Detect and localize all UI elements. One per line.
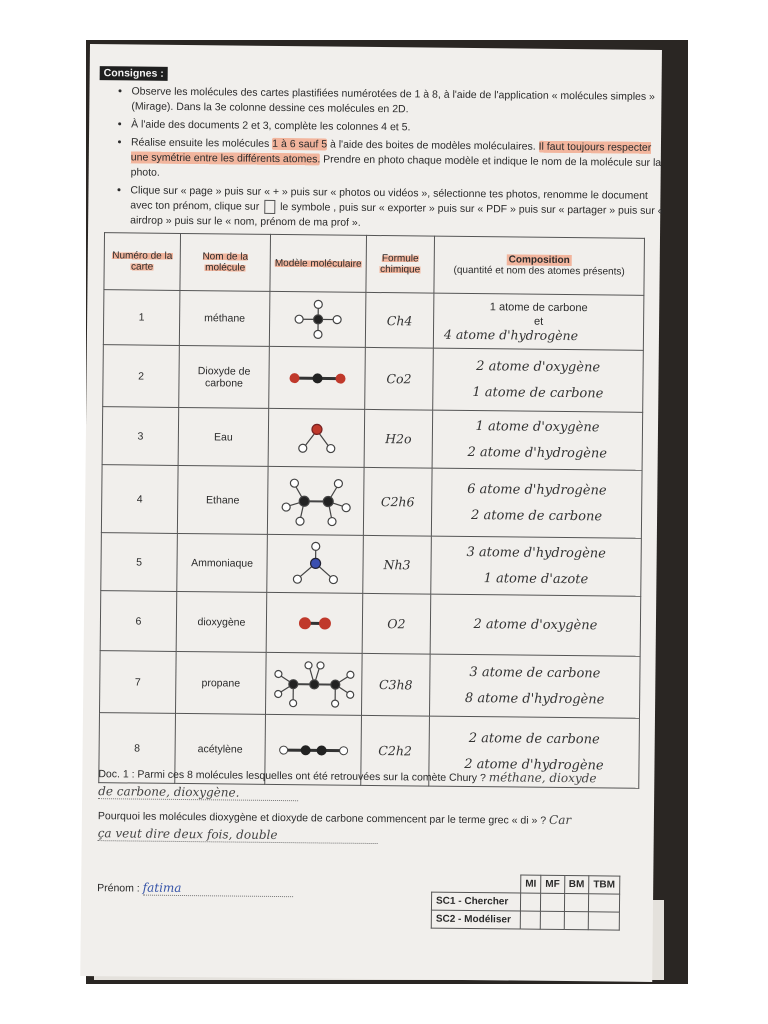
composition-line-2: 2 atome d'hydrogène <box>464 756 604 773</box>
prenom-value: fatima <box>143 881 293 898</box>
row-nom: Dioxyde de carbone <box>179 345 270 408</box>
eval-cell[interactable] <box>520 911 540 929</box>
eval-cell[interactable] <box>564 894 589 912</box>
composition-line-2: 1 atome d'azote <box>483 570 589 587</box>
instruction-3-highlight-2: Il faut toujours respecter une symétrie entre les différents atomes. <box>130 140 652 166</box>
row-nom: méthane <box>179 290 270 346</box>
eval-cell[interactable] <box>564 912 589 930</box>
eval-cell[interactable] <box>588 912 619 930</box>
row-formule: C3h8 <box>361 653 430 716</box>
row-num: 7 <box>99 651 176 714</box>
row-formule: C2h2 <box>361 715 430 786</box>
q2-answer-line <box>98 826 638 847</box>
eval-cell[interactable] <box>520 893 540 911</box>
eval-col-mf: MF <box>541 875 565 893</box>
row-composition <box>429 654 640 718</box>
share-icon <box>264 200 275 214</box>
instruction-2: • À l'aide des documents 2 et 3, complète les colonnes 4 et 5. <box>131 117 665 138</box>
row-nom: Eau <box>178 407 269 466</box>
table-row <box>101 533 642 597</box>
propane-model-drawing <box>265 652 362 715</box>
row-composition <box>433 293 644 350</box>
header-formule: Formule chimique <box>366 235 435 293</box>
row-num: 5 <box>101 533 178 592</box>
row-num: 4 <box>101 465 178 534</box>
row-nom: propane <box>175 651 266 714</box>
instruction-4-text-b: le symbole , puis sur « exporter » puis sur « PDF » puis sur « partager » puis sur « airdrop » puis sur le « nom, prénom de ma prof ». <box>130 201 664 229</box>
row-composition <box>432 410 643 470</box>
row-num: 1 <box>103 290 180 346</box>
composition-line-2: et <box>533 315 544 328</box>
doc1-answer-a: méthane, dioxyde <box>488 770 597 786</box>
composition-line-2: 2 atome de carbone <box>471 507 603 524</box>
row-formule: O2 <box>362 593 431 654</box>
molecule-table <box>98 232 645 789</box>
eval-corner <box>432 874 521 893</box>
row-num: 6 <box>100 591 177 652</box>
composition-line-1: 3 atome d'hydrogène <box>466 544 606 561</box>
instruction-3-text-c: Prendre en photo chaque modèle et indique le nom de la molécule sur la photo. <box>130 153 662 179</box>
composition-subtitle: (quantité et nom des atomes présents) <box>453 264 625 278</box>
row-formule: Co2 <box>365 347 434 410</box>
q2-answer-a: Car <box>549 812 572 828</box>
row-formule: C2h6 <box>363 467 432 536</box>
table-header-row <box>104 233 645 296</box>
header-nom: Nom de la molécule <box>180 233 271 291</box>
row-formule: H2o <box>364 409 433 468</box>
prenom-label: Prénom : <box>97 882 140 895</box>
row-composition <box>431 536 642 596</box>
co2-model-drawing <box>269 346 366 409</box>
composition-line-1: 1 atome d'oxygène <box>475 418 600 435</box>
eval-cell[interactable] <box>589 894 620 912</box>
row-composition <box>433 348 644 412</box>
eval-row <box>431 910 619 930</box>
row-composition <box>431 468 642 538</box>
table-row <box>99 651 640 719</box>
composition-line-1: 2 atome d'oxygène <box>476 358 601 375</box>
eval-col-mi: MI <box>521 875 541 893</box>
eval-header-row <box>432 874 620 894</box>
row-num: 3 <box>102 407 179 466</box>
header-num: Numéro de la carte <box>104 233 181 291</box>
eval-row <box>431 892 619 912</box>
table-row <box>103 290 644 351</box>
row-composition <box>430 594 641 656</box>
table-row <box>101 465 642 539</box>
composition-line-1: 2 atome d'oxygène <box>473 616 598 633</box>
instruction-4 <box>130 183 664 234</box>
consignes-title: Consignes : <box>100 66 168 81</box>
header-composition <box>434 236 645 295</box>
composition-line-1: 3 atome de carbone <box>469 664 601 681</box>
row-formule: Ch4 <box>365 292 434 348</box>
eval-col-bm: BM <box>564 876 589 894</box>
doc1-answer-b: de carbone, dioxygène. <box>98 784 298 801</box>
instruction-3-text-a: Réalise ensuite les molécules <box>130 136 273 150</box>
q2-question: Pourquoi les molécules dioxygène et dioxyde de carbone commencent par le terme grec « di » ? <box>97 810 547 827</box>
table-row <box>103 345 644 413</box>
composition-line-2: 8 atome d'hydrogène <box>464 690 605 707</box>
header-modele: Modèle moléculaire <box>270 234 367 292</box>
dioxygen-model-drawing <box>266 592 363 653</box>
row-num: 2 <box>103 345 180 408</box>
doc1-question: Doc. 1 : Parmi ces 8 molécules lesquelles ont été retrouvées sur la comète Chury ? <box>98 768 486 785</box>
ethane-model-drawing <box>267 466 364 535</box>
instruction-1: • Observe les molécules des cartes plastifiées numérotées de 1 à 8, à l'aide de l'application « molécules simples » (Mirage). Dans la 3e colonne dessine ces molécules en 2D. <box>131 84 665 120</box>
composition-line-1: 1 atome de carbone <box>489 301 588 315</box>
eval-cell[interactable] <box>540 911 564 929</box>
row-nom: Ammoniaque <box>177 533 268 592</box>
ammonia-model-drawing <box>267 534 364 593</box>
eval-row-label: SC1 - Chercher <box>431 892 520 911</box>
composition-line-1: 2 atome de carbone <box>468 730 600 747</box>
eval-row-label: SC2 - Modéliser <box>431 910 520 929</box>
row-num: 8 <box>99 713 176 784</box>
worksheet-page <box>80 44 662 982</box>
evaluation-grid <box>431 874 620 931</box>
eval-cell[interactable] <box>541 893 565 911</box>
composition-line-2: 2 atome d'hydrogène <box>467 444 608 461</box>
row-nom: acétylène <box>175 713 266 784</box>
instructions-list <box>116 84 666 237</box>
composition-line-2: 1 atome de carbone <box>472 384 604 401</box>
instruction-4-text-a: Clique sur « page » puis sur « + » puis sur « photos ou vidéos », sélectionne tes photos, renomme le document avec ton prénom, clique sur <box>130 184 648 213</box>
table-row <box>100 591 641 657</box>
instruction-3 <box>131 135 665 186</box>
composition-line-1: 6 atome d'hydrogène <box>467 481 607 498</box>
row-nom: dioxygène <box>176 591 267 652</box>
instruction-3-text-b: à l'aide des boites de modèles moléculaires. <box>327 138 539 153</box>
composition-title: Composition <box>508 254 570 267</box>
methane-model-drawing <box>269 291 366 347</box>
water-model-drawing <box>268 408 365 467</box>
table-row <box>102 407 643 471</box>
row-nom: Ethane <box>177 465 268 534</box>
instruction-3-highlight-1: 1 à 6 sauf 5 <box>272 137 328 151</box>
composition-line-3: 4 atome d'hydrogène <box>443 326 579 344</box>
q2-answer-b: ça veut dire deux fois, double <box>98 826 378 844</box>
q2-question-block <box>98 808 638 828</box>
eval-col-tbm: TBM <box>589 876 620 894</box>
row-formule: Nh3 <box>363 535 432 594</box>
